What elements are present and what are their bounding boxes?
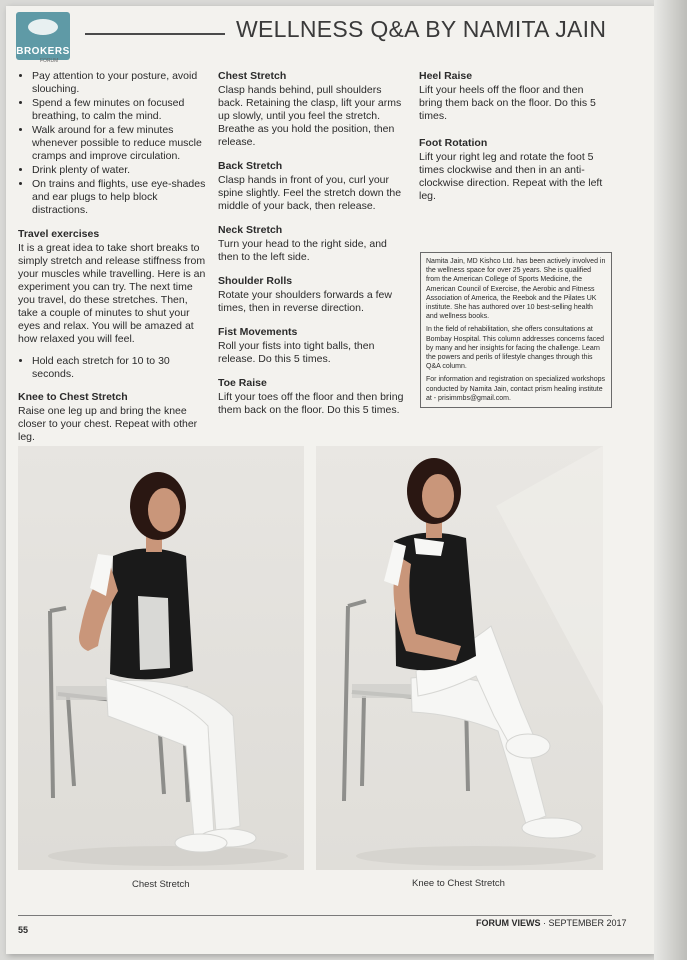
bio-paragraph: Namita Jain, MD Kishco Ltd. has been actively involved in the wellness space for over 25 years. She is qualified from the American College of Sports Medicine, the American Council of Exercise, the Aerobic and Fitness Association of America, the Reebok and the Pilates UK institute. She has authored over 10 best-selling health and wellness books. [426,258,606,321]
bio-paragraph: For information and registration on specialized workshops conducted by Namita Jain, contact prism healing institute at - prisimmbs@gmail.com. [426,376,605,402]
section-heading: Toe Raise [218,377,267,389]
section-heading: Foot Rotation [419,137,488,149]
section-body: Rotate your shoulders forwards a few times, then in reverse direction. [218,289,392,314]
photo-caption-right: Knee to Chest Stretch [412,878,505,889]
author-bio-box [420,252,612,408]
footer-rule [18,915,612,916]
logo-text: BROKERS [16,46,70,57]
section-body: Lift your heels off the floor and then bring them back on the floor. Do this 5 times. [419,84,596,122]
logo-seal-icon [28,19,58,35]
list-item: • Drink plenty of water. [32,164,208,177]
header-rule [85,33,225,35]
section-body: Roll your fists into tight balls, then release. Do this 5 times. [218,340,375,365]
section-heading: Fist Movements [218,326,298,338]
section-heading: Knee to Chest Stretch [18,391,128,403]
section-heading: Heel Raise [419,70,473,82]
brokers-forum-logo [16,12,70,60]
section-body: Turn your head to the right side, and then to the left side. [218,238,387,263]
list-item: • Hold each stretch for 10 to 30 seconds. [32,355,208,381]
section-heading: Shoulder Rolls [218,275,293,287]
photo-knee-to-chest-stretch [316,446,603,870]
section-body: Lift your right leg and rotate the foot 5 times clockwise and then in an anti-clockwise direction. Repeat with the left leg. [419,151,603,202]
page-number: 55 [18,925,29,935]
footer-publication: FORUM VIEWS · SEPTEMBER 2017 [476,918,627,928]
column-right [419,70,607,203]
tips-list [18,70,208,217]
section-body: Clasp hands in front of you, curl your spine slightly. Feel the stretch down the middle of your back, then release. [218,174,402,212]
issue-date: SEPTEMBER 2017 [548,918,627,928]
chest-stretch-illustration [18,446,304,870]
list-item: • On trains and flights, use eye-shades and ear plugs to help block distractions. [32,178,208,217]
section-heading: Neck Stretch [218,224,283,236]
logo-subtext: FORUM [40,58,59,64]
section-heading: Travel exercises [18,228,100,240]
column-middle [218,70,406,417]
page-edge [654,0,687,960]
publication-name: FORUM VIEWS [476,918,541,928]
section-body: Lift your toes off the floor and then bring them back on the floor. Do this 5 times. [218,391,404,416]
photo-caption-left: Chest Stretch [132,879,190,890]
section-heading: Chest Stretch [218,70,287,82]
section-body: It is a great idea to take short breaks to simply stretch and release stiffness from your muscles while travelling. Here is an experiment you can try. The next time you travel, do these stretches. Then, take a couple of minutes to shut your eyes and relax. You will be amazed at how relaxed you will feel. [18,242,206,345]
list-item: • Spend a few minutes on focused breathing, to calm the mind. [32,97,208,123]
section-body: Clasp hands behind, pull shoulders back. Retaining the clasp, lift your arms up slowly, until you feel the stretch. Breathe as you hold the position, then release. [218,84,402,148]
list-item: • Walk around for a few minutes whenever possible to reduce muscle cramps and improve circulation. [32,124,208,163]
bio-paragraph: In the field of rehabilitation, she offers consultations at Bombay Hospital. This column addresses concerns faced by many and her insights for facing the challenge. Learn the powers and perils of lifestyle changes through this Q&A column. [426,326,605,371]
section-body: Raise one leg up and bring the knee closer to your chest. Repeat with other leg. [18,405,198,443]
list-item: • Pay attention to your posture, avoid slouching. [32,70,208,96]
page-title: WELLNESS Q&A BY NAMITA JAIN [236,16,607,42]
column-left [18,70,208,444]
hold-list [18,355,208,381]
knee-to-chest-illustration [316,446,603,870]
section-heading: Back Stretch [218,160,283,172]
photo-chest-stretch [18,446,304,870]
